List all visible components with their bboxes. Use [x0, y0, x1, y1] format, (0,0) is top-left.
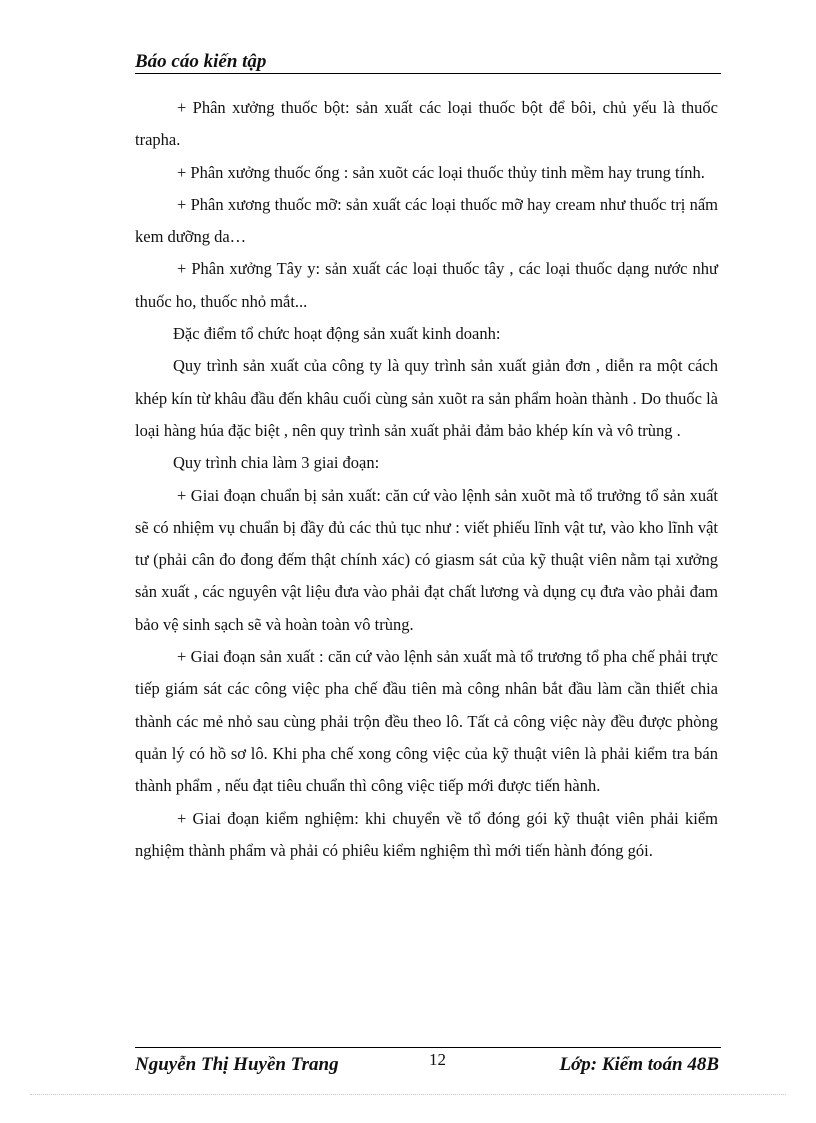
paragraph-stage-testing: + Giai đoạn kiểm nghiệm: khi chuyển về tổ đóng gói kỹ thuật viên phải kiểm nghiệm thành phẩm và phải có phiêu kiểm nghiệm thì mới tiến hành đóng gói.: [135, 808, 718, 860]
page-number: 12: [429, 1050, 446, 1069]
document-body: [135, 92, 718, 867]
paragraph-workshop-western-medicine: + Phân xưởng Tây y: sản xuất các loại thuốc tây , các loại thuốc dạng nước như thuốc ho, thuốc nhỏ mắt...: [135, 259, 718, 311]
paragraph-stage-production: + Giai đoạn sản xuất : căn cứ vào lệnh sản xuất mà tổ trương tổ pha chế phải trực tiếp giám sát các công việc pha chế đầu tiên mà công nhân bắt đầu làm cần thiết chia thành các mẻ nhỏ sau cùng phải trộn đều theo lô. Tất cả công việc này đều được phòng quản lý có hồ sơ lô. Khi pha chế xong công việc của kỹ thuật viên là phải kiểm tra bán thành phẩm , nếu đạt tiêu chuẩn thì công việc tiếp mới được tiến hành.: [135, 647, 718, 796]
footer-class: Lớp: Kiểm toán 48B: [559, 1054, 719, 1075]
paragraph-three-stages: Quy trình chia làm 3 giai đoạn:: [173, 453, 380, 473]
paragraph-heading-characteristics: Đặc điểm tổ chức hoạt động sản xuất kinh doanh:: [173, 324, 501, 344]
header-title: Báo cáo kiến tập: [135, 51, 267, 72]
paragraph-workshop-ointment: + Phân xương thuốc mỡ: sản xuất các loại thuốc mỡ hay cream như thuốc trị nấm kem dưỡng da…: [135, 194, 718, 247]
paragraph-workshop-ampoule: + Phân xưởng thuốc ống : sản xuõt các loại thuốc thủy tinh mềm hay trung tính.: [177, 162, 705, 182]
page-header: [135, 49, 721, 74]
footer-author: Nguyễn Thị Huyền Trang: [135, 1054, 339, 1075]
paragraph-workshop-powder: + Phân xưởng thuốc bột: sản xuất các loại thuốc bột để bôi, chủ yếu là thuốc trapha.: [135, 98, 718, 150]
paragraph-production-process: Quy trình sản xuất của công ty là quy trình sản xuất giản đơn , diễn ra một cách khép kín từ khâu đầu đến khâu cuối cùng sản xuõt ra sản phẩm hoàn thành . Do thuốc là loại hàng húa đặc biệt , nên quy trình sản xuất phải đảm bảo khép kín và vô trùng .: [135, 356, 718, 440]
page-footer: [135, 1047, 721, 1088]
page-bottom-divider: [30, 1094, 786, 1095]
paragraph-stage-preparation: + Giai đoạn chuẩn bị sản xuất: căn cứ vào lệnh sản xuõt mà tổ trưởng tổ sản xuất sẽ có nhiệm vụ chuẩn bị đầy đủ các thủ tục như : viết phiếu lĩnh vật tư, vào kho lĩnh vật tư (phải cân đo đong đếm thật chính xác) có giasm sát của kỹ thuật viên nằm tại xưởng sản xuất , các nguyên vật liệu đưa vào phải đạt chất lương và dụng cụ đưa vào phải đam bảo vệ sinh sạch sẽ và hoàn toàn vô trùng.: [135, 485, 718, 634]
